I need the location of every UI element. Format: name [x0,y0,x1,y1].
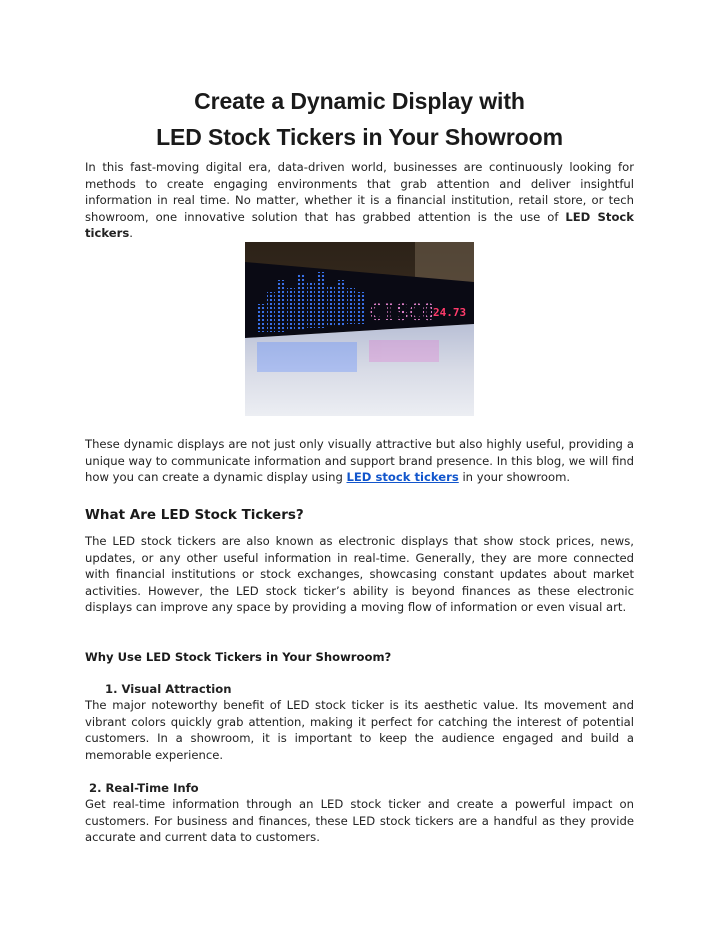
paragraph-2: These dynamic displays are not just only visually attractive but also highly useful, providing a unique way to communicate information and support brand presence. In this blog, we will find how you can create a dynamic display using LED stock tickers in your showroom. [85,437,634,484]
list-item-1-text: The major noteworthy benefit of LED stock ticker is its aesthetic value. Its movement and vibrant colors quickly grab attention, making it perfect for catching the interest of potential customers. In a showroom, it is important to keep the audience engaged and build a memorable experience. [85,698,634,762]
title-line-2: LED Stock Tickers in Your Showroom [156,124,563,150]
section-heading-why-use: Why Use LED Stock Tickers in Your Showroom? [85,650,392,664]
ticker-text: CISCO [369,301,436,326]
list-item-1-title: 1. Visual Attraction [105,682,232,696]
list-item-2-title: 2. Real-Time Info [89,781,199,795]
list-item-2-text: Get real-time information through an LED stock ticker and create a powerful impact on customers. For business and finances, these LED stock tickers are a handful as they provide accurate and current data to customers. [85,797,634,844]
page-title [85,83,634,155]
ticker-tail: 24.73 [433,306,467,319]
section-heading-what-are: What Are LED Stock Tickers? [85,507,304,523]
led-stock-tickers-link[interactable]: LED stock tickers [346,470,459,484]
intro-bold-term: LED Stock tickers [85,209,634,240]
intro-paragraph: In this fast-moving digital era, data-driven world, businesses are continuously looking for methods to create engaging environments that grab attention and deliver insightful information in real time. No matter, whether it is a financial institution, retail store, or tech showroom, one innovative solution that has grabbed attention is the use of LED Stock tickers. [85,160,634,240]
title-line-1: Create a Dynamic Display with [194,88,525,114]
led-ticker-photo [245,242,474,416]
section-1-paragraph: The LED stock tickers are also known as electronic displays that show stock prices, news, updates, or any other useful information in real-time. Generally, they are more connected with financial institutions or stock exchanges, showcasing constant updates about market activities. However, the LED stock ticker’s ability is beyond finances as these electronic displays can improve any space by providing a moving flow of information or even visual art. [85,534,634,614]
